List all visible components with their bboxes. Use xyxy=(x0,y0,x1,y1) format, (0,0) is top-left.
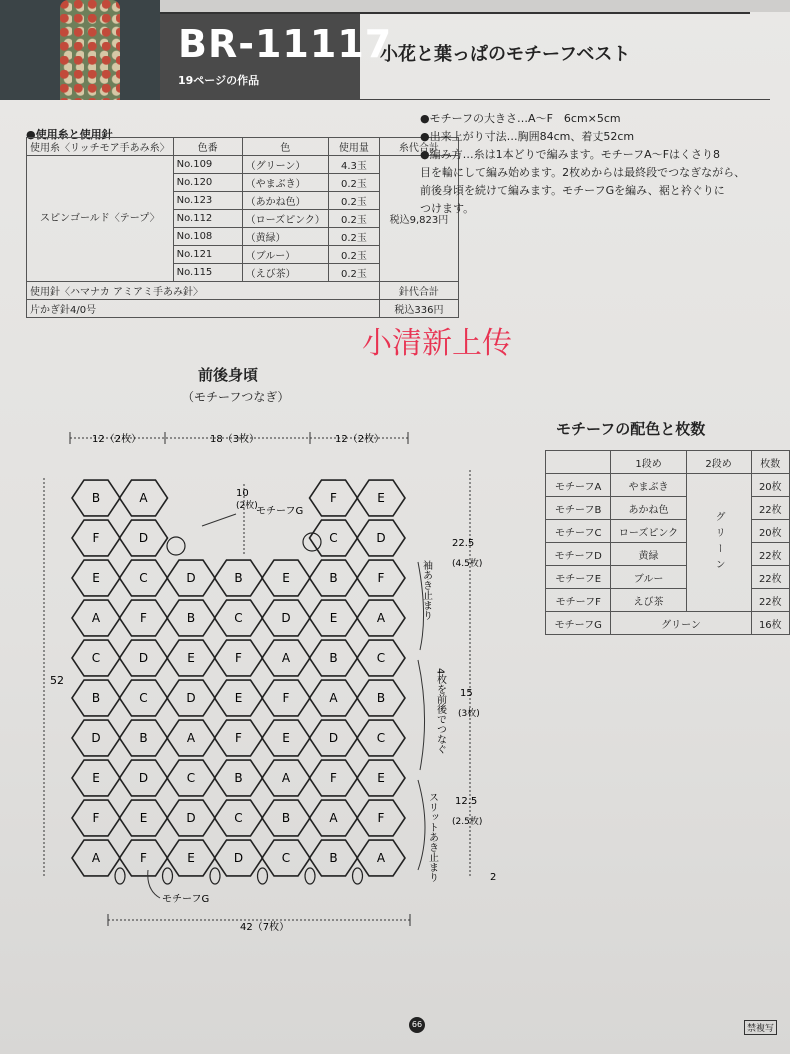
dim-right-mid: 15 xyxy=(460,688,473,699)
motif-letter: A xyxy=(186,731,196,745)
motif-letter: E xyxy=(139,811,148,825)
yarn-col-header: 色番 xyxy=(173,138,242,156)
needle-total: 税込336円 xyxy=(379,300,458,318)
motif-letter: A xyxy=(376,851,386,865)
motif-letter: C xyxy=(139,571,148,585)
color-col-header xyxy=(546,451,611,474)
motif-letter: C xyxy=(281,851,291,865)
motif-letter: C xyxy=(139,691,148,705)
table-row xyxy=(546,612,790,635)
motif-letter: B xyxy=(376,691,386,705)
motif-letter: C xyxy=(234,811,243,825)
table-row xyxy=(546,543,790,566)
color-name: （グリーン） xyxy=(242,156,328,174)
color-table-title: モチーフの配色と枚数 xyxy=(556,420,706,438)
dim-top-right: 12（2枚） xyxy=(335,434,385,445)
motif-g-neck xyxy=(167,537,185,555)
hex-grid xyxy=(72,480,405,884)
spec-method: ●編み方…糸は1本どりで編みます。モチーフA～Fはくさり8 xyxy=(420,148,721,161)
yarn-amount: 0.2玉 xyxy=(328,192,379,210)
spec-method: つけます。 xyxy=(420,202,475,215)
motif-letter: A xyxy=(329,811,338,825)
motif-round1: 黄緑 xyxy=(611,543,686,566)
motif-letter: C xyxy=(186,771,196,785)
color-col-header: 2段め xyxy=(686,451,751,474)
motif-letter: C xyxy=(234,611,243,625)
color-table xyxy=(545,450,790,635)
dim-height-total: 52 xyxy=(50,674,64,687)
motif-letter: D xyxy=(328,731,339,745)
color-number: No.109 xyxy=(173,156,242,174)
motif-letter: E xyxy=(329,611,338,625)
motif-round2: グリーン xyxy=(686,474,751,612)
motif-g-hem xyxy=(305,868,315,884)
motif-count: 20枚 xyxy=(751,520,789,543)
yarn-heading: ●使用糸と使用針 xyxy=(26,128,113,141)
yarn-col-header: 色 xyxy=(242,138,328,156)
table-row xyxy=(546,474,790,497)
motif-name: モチーフG xyxy=(546,612,611,635)
motif-letter: C xyxy=(376,731,386,745)
motif-letter: F xyxy=(377,811,385,825)
table-row xyxy=(546,589,790,612)
motif-letter: B xyxy=(281,811,291,825)
color-col-header: 枚数 xyxy=(751,451,789,474)
dim-top-mid: 18（3枚） xyxy=(210,434,260,445)
spec-method: 前後身頃を続けて編みます。モチーフGを編み、裾と衿ぐりに xyxy=(420,184,725,197)
pattern-code: BR-11117 xyxy=(178,22,393,66)
motif-round1: えび茶 xyxy=(611,589,686,612)
diagram-title: 前後身頃 xyxy=(198,366,259,384)
motif-g-color: グリーン xyxy=(611,612,751,635)
motif-letter: C xyxy=(91,651,101,665)
motif-letter: A xyxy=(376,611,386,625)
yarn-amount: 0.2玉 xyxy=(328,228,379,246)
color-name: （黄緑） xyxy=(242,228,328,246)
motif-count: 22枚 xyxy=(751,589,789,612)
motif-letter: F xyxy=(330,491,337,505)
motif-letter: D xyxy=(186,691,196,705)
motif-letter: E xyxy=(187,651,195,665)
motif-letter: B xyxy=(329,571,338,585)
color-number: No.108 xyxy=(173,228,242,246)
motif-letter: E xyxy=(282,571,290,585)
motif-name: モチーフE xyxy=(546,566,611,589)
needle-label: 使用針〈ハマナカ アミアミ手あみ針〉 xyxy=(27,282,380,300)
color-name: （ローズピンク） xyxy=(242,210,328,228)
dim-right-lower: 12.5 xyxy=(455,796,478,807)
copy-notice: 禁複写 xyxy=(744,1020,777,1035)
motif-letter: E xyxy=(92,771,100,785)
motif-g-hem xyxy=(353,868,363,884)
motif-letter: E xyxy=(187,851,195,865)
spec-method: 目を輪にして編み始めます。2枚めからは最終段でつなぎながら、 xyxy=(420,166,746,179)
motif-letter: D xyxy=(376,531,386,545)
table-row xyxy=(546,497,790,520)
motif-letter: F xyxy=(140,851,147,865)
color-number: No.115 xyxy=(173,264,242,282)
motif-letter: D xyxy=(138,531,149,545)
pattern-title: 小花と葉っぱのモチーフベスト xyxy=(380,44,631,65)
yarn-name: スピンゴールド〈テープ〉 xyxy=(27,156,174,282)
yarn-amount: 0.2玉 xyxy=(328,264,379,282)
motif-letter: D xyxy=(138,651,149,665)
color-number: No.121 xyxy=(173,246,242,264)
motif-letter: A xyxy=(91,851,101,865)
armhole-note: 袖あき止まり xyxy=(420,560,432,620)
motif-letter: F xyxy=(282,691,290,705)
yarn-col-header: 糸代合計 xyxy=(379,138,458,156)
motif-letter: E xyxy=(377,771,385,785)
motif-round1: やまぶき xyxy=(611,474,686,497)
motif-letter: B xyxy=(234,771,243,785)
motif-count: 20枚 xyxy=(751,474,789,497)
motif-count: 22枚 xyxy=(751,497,789,520)
color-name: （あかね色） xyxy=(242,192,328,210)
slit-note: スリットあき止まり xyxy=(426,792,438,882)
motif-g-hem xyxy=(115,868,125,884)
motif-letter: A xyxy=(329,691,338,705)
dim-right-mid-count: (3枚) xyxy=(458,709,480,719)
motif-name: モチーフB xyxy=(546,497,611,520)
color-name: （やまぶき） xyxy=(242,174,328,192)
color-col-header: 1段め xyxy=(611,451,686,474)
watermark: 小清新上传 xyxy=(362,326,512,361)
motif-letter: A xyxy=(281,771,291,785)
table-row xyxy=(546,566,790,589)
motif-g-hem xyxy=(210,868,220,884)
yarn-amount: 0.2玉 xyxy=(328,174,379,192)
dim-neck-depth: 10 xyxy=(236,488,249,499)
motif-g-hem xyxy=(163,868,173,884)
motif-letter: D xyxy=(186,571,196,585)
motif-letter: E xyxy=(377,491,385,505)
motif-letter: B xyxy=(139,731,148,745)
table-row xyxy=(546,520,790,543)
dim-right-upper: 22.5 xyxy=(452,538,475,549)
motif-letter: B xyxy=(329,651,338,665)
motif-letter: C xyxy=(376,651,386,665)
motif-count: 16枚 xyxy=(751,612,789,635)
motif-g-hem xyxy=(258,868,268,884)
motif-letter: F xyxy=(330,771,337,785)
spec-finished: ●出来上がり寸法…胸囲84cm、着丈52cm xyxy=(420,130,635,143)
diagram-subtitle: （モチーフつなぎ） xyxy=(182,390,290,404)
needle-size: 片かぎ針4/0号 xyxy=(27,300,380,318)
motif-letter: B xyxy=(234,571,243,585)
yarn-col-header: 使用糸〈リッチモア手あみ糸〉 xyxy=(27,138,174,156)
motif-letter: B xyxy=(186,611,196,625)
motif-count: 22枚 xyxy=(751,543,789,566)
motif-letter: F xyxy=(92,811,100,825)
motif-letter: D xyxy=(281,611,291,625)
dim-hem: 2 xyxy=(490,872,497,883)
needle-total-label: 針代合計 xyxy=(379,282,458,300)
motif-letter: D xyxy=(233,851,244,865)
join-note: 4枚を前後でつなぐ xyxy=(434,668,446,755)
dim-right-upper-count: (4.5枚) xyxy=(452,559,483,569)
page-number: 66 xyxy=(409,1017,425,1033)
motif-letter: F xyxy=(92,531,100,545)
motif-count: 22枚 xyxy=(751,566,789,589)
yarn-col-header: 使用量 xyxy=(328,138,379,156)
motif-g-label-bottom: モチーフG xyxy=(162,894,210,905)
motif-letter: D xyxy=(138,771,149,785)
motif-letter: F xyxy=(235,651,242,665)
yarn-total: 税込9,823円 xyxy=(379,156,458,282)
motif-name: モチーフA xyxy=(546,474,611,497)
dim-bottom-width: 42（7枚） xyxy=(240,922,290,933)
spec-size: ●モチーフの大きさ…A～F 6cm×5cm xyxy=(420,112,621,125)
motif-letter: D xyxy=(91,731,101,745)
motif-letter: B xyxy=(329,851,338,865)
yarn-amount: 0.2玉 xyxy=(328,210,379,228)
dim-right-lower-count: (2.5枚) xyxy=(452,817,483,827)
motif-name: モチーフC xyxy=(546,520,611,543)
motif-letter: E xyxy=(282,731,290,745)
page-reference: 19ページの作品 xyxy=(178,74,260,87)
dim-neck-count: (2枚) xyxy=(236,501,258,511)
motif-letter: A xyxy=(281,651,291,665)
color-number: No.112 xyxy=(173,210,242,228)
motif-letter: A xyxy=(91,611,101,625)
motif-name: モチーフD xyxy=(546,543,611,566)
color-number: No.123 xyxy=(173,192,242,210)
motif-letter: A xyxy=(139,491,148,505)
motif-letter: F xyxy=(235,731,242,745)
motif-letter: B xyxy=(91,691,101,705)
color-name: （えび茶） xyxy=(242,264,328,282)
motif-g-label-top: モチーフG xyxy=(256,506,304,517)
motif-letter: C xyxy=(329,531,338,545)
color-number: No.120 xyxy=(173,174,242,192)
color-table-header xyxy=(546,451,790,474)
dim-top-left: 12（2枚） xyxy=(92,434,142,445)
motif-name: モチーフF xyxy=(546,589,611,612)
motif-letter: E xyxy=(234,691,243,705)
motif-round1: ローズピンク xyxy=(611,520,686,543)
yarn-amount: 4.3玉 xyxy=(328,156,379,174)
motif-letter: F xyxy=(377,571,385,585)
motif-round1: ブルー xyxy=(611,566,686,589)
motif-letter: E xyxy=(92,571,100,585)
motif-round1: あかね色 xyxy=(611,497,686,520)
motif-letter: F xyxy=(140,611,147,625)
color-name: （ブルー） xyxy=(242,246,328,264)
yarn-amount: 0.2玉 xyxy=(328,246,379,264)
motif-letter: D xyxy=(186,811,196,825)
motif-letter: B xyxy=(91,491,101,505)
